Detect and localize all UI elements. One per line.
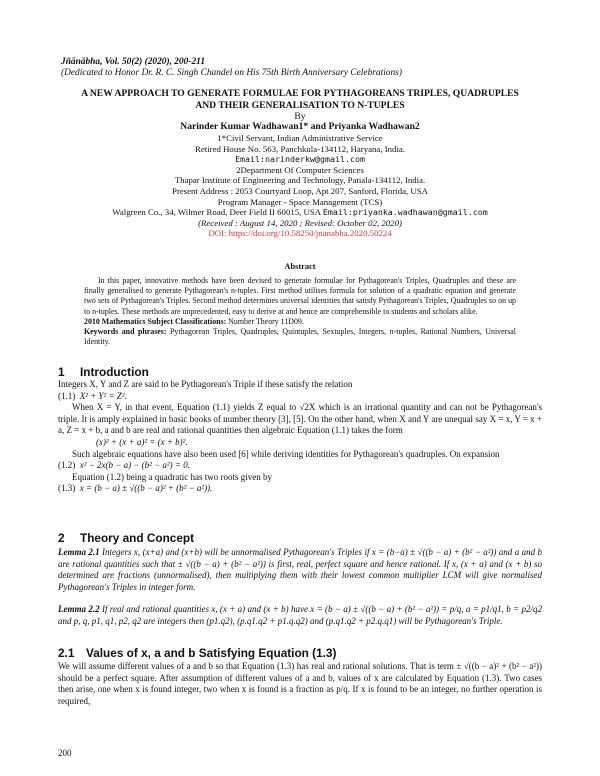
- equation-1-1-label: (1.1): [58, 390, 76, 401]
- section-2-1-title: Values of x, a and b Satisfying Equation (1.3): [86, 646, 337, 660]
- section-1-number: 1: [58, 365, 65, 379]
- abstract: [84, 276, 516, 347]
- equation-1-1-body: X² + Y² = Z².: [79, 390, 127, 401]
- email-2: Email:priyanka.wadhawan@gmail.com: [322, 207, 488, 218]
- section-2-title: Theory and Concept: [80, 531, 195, 545]
- section-1-heading: [58, 365, 149, 379]
- by-line: By: [294, 111, 306, 122]
- paper-title: [60, 88, 540, 111]
- keywords-label: Keywords and phrases:: [84, 327, 167, 337]
- journal-header: [61, 57, 402, 79]
- equation-1-3: [58, 483, 542, 495]
- section-1-title: Introduction: [80, 365, 149, 379]
- abstract-heading: Abstract: [284, 262, 316, 271]
- lemma-2-2-label: Lemma 2.2: [58, 604, 100, 614]
- lemma-2-2-text: If real and rational quantities x, (x + a) and (x + b) have x = (b − a) ± √((b − a) + (b² − a²)) = p/q, a = p1/q1, b = p2/q2 and p, q, p1, q1, p2, q2 are integers then (p1.q2), (p.q1.q2 + p1.q.q2) and (p.q1.q2 + p2.q.q1) will be Pythagorean's Triple.: [58, 604, 543, 626]
- msc-value: Number Theory 11D09.: [228, 316, 304, 326]
- affiliation-5: Present Address : 2053 Courtyard Loop, Apt 207, Sanford, Florida, USA: [171, 185, 429, 196]
- affiliation-3: 2Department Of Computer Sciences: [236, 164, 364, 175]
- affiliation-4: Thapar Institute of Engineering and Technology, Patiala-134112, India.: [174, 175, 426, 186]
- authors: Narinder Kumar Wadhawan1* and Priyanka Wadhawan2: [180, 121, 420, 132]
- affiliation-2: Retired House No. 563, Panchkula-134112, Haryana, India.: [194, 143, 405, 154]
- affiliation-7-line: [60, 207, 540, 218]
- affiliation-6: Program Manager - Space Management (TCS): [217, 196, 383, 207]
- msc-line: [84, 317, 516, 327]
- section-1-p2: When X = Y, in that event, Equation (1.1) yields Z equal to √2X which is an irrational quantity and can not be Pythagorean's triple. It is amply explained in basic books of number theory [3], [5]. On the other hand, when X and Y are unequal say X = x, Y = x + a, Z = x + b, a and b are real and rational quantities then algebraic Equation (1.1) takes the form: [58, 402, 542, 436]
- equation-expanded-form: (x)² + (x + a)² = (x + b)².: [96, 436, 188, 447]
- section-1-p4: Equation (1.2) being a quadratic has two roots given by: [72, 471, 272, 482]
- dedication: (Dedicated to Honor Dr. R. C. Singh Chandel on His 75th Birth Anniversary Celebrations): [61, 68, 402, 78]
- email-1: Email:narinderkw@gmail.com: [235, 154, 365, 165]
- affiliation-7: Walgreen Co., 34, Wilmer Road, Deer Field II 60015, USA: [112, 207, 321, 218]
- section-2-1-body: [58, 661, 542, 707]
- equation-1-2: [58, 460, 542, 472]
- section-1-body: [58, 379, 542, 495]
- section-1-p1: Integers X, Y and Z are said to be Pythagorean's Triple if these satisfy the relation: [58, 379, 353, 389]
- journal-citation: Jñānābha, Vol. 50(2) (2020), 200-211: [61, 57, 206, 67]
- section-2-1-heading: [58, 646, 336, 660]
- keywords-line: [84, 327, 516, 347]
- abstract-text: In this paper, innovative methods have been devised to generate formulae for Pythagorean's Triples, Quadruples and these are finally generalised to generate Pythagorean's n-tuples. First method utilises formula for solution of a quadratic equation and generate two sets of Pythagorean's Triples. Second method determines universal identities that satisfy Pythagorean's Triples, Quadruples so on up to n-tuples. These methods are unprecedented, easy to derive at and hence are comprehensible to students and scholars alike.: [84, 276, 516, 316]
- equation-1-1: [58, 391, 542, 403]
- equation-1-3-label: (1.3): [58, 483, 76, 494]
- affiliations: [60, 133, 540, 239]
- msc-label: 2010 Mathematics Subject Classifications:: [84, 316, 227, 326]
- title-line-2: AND THEIR GENERALISATION TO N-TUPLES: [195, 99, 405, 111]
- section-2-heading: [58, 531, 194, 545]
- section-2-1-text: We will assume different values of a and b so that Equation (1.3) has real and rational solutions. That is term ± √((b − a)² + (b² − a²)) should be a perfect square. After assumption of different values of a and b, values of x are calculated by Equation (1.3). Two cases then arise, one when x is found integer, two when x is found is a fraction as p/q. If x is found to be an integer, no further operation is required,: [58, 661, 542, 706]
- equation-1-3-body: x = (b − a) ± √((b − a)² + (b² − a²)).: [79, 483, 213, 494]
- title-line-1: A NEW APPROACH TO GENERATE FORMULAE FOR PYTHAGOREANS TRIPLES, QUADRUPLES: [81, 88, 519, 99]
- equation-1-2-body: x² − 2x(b − a) − (b² − a²) = 0.: [79, 460, 190, 471]
- section-2-1-number: 2.1: [58, 646, 75, 660]
- section-2-number: 2: [58, 531, 65, 545]
- lemma-2-1-text: Integers x, (x+a) and (x+b) will be unnormalised Pythagorean's Triples if x = (b−a) ± √((b − a) + (b² − a²)) and a and b are rational quantities such that ± √((b − a) + (b² − a²)) is first, real, perfect square and hence rational. If x, (x + a) and (x + b) so determined are fractions (unnormalised), then multiplying them with their lowest common multiplier LCM will give normalised Pythagorean's Triples in integer form.: [58, 547, 542, 592]
- lemma-2-1: [58, 547, 542, 593]
- keywords-value: Pythagorean Triples, Quadruples, Quintuples, Sextuples, Integers, n-tuples, Rational Numbers, Universal Identity.: [84, 327, 516, 347]
- lemma-2-2: [58, 604, 542, 627]
- affiliation-1: 1*Civil Servant, Indian Administrative Service: [217, 133, 383, 143]
- doi-link[interactable]: DOI: https://doi.org/10.58250/jnanabha.2020.50224: [208, 228, 392, 239]
- lemma-2-1-label: Lemma 2.1: [58, 547, 100, 557]
- section-1-p3: Such algebraic equations have also been used [6] while deriving identities for Pythagorean's quadruples. On expansion: [72, 448, 500, 459]
- received-dates: (Received : August 14, 2020 ; Revised: October 02, 2020): [198, 217, 402, 228]
- page-number: 200: [58, 748, 72, 758]
- equation-1-2-label: (1.2): [58, 460, 76, 471]
